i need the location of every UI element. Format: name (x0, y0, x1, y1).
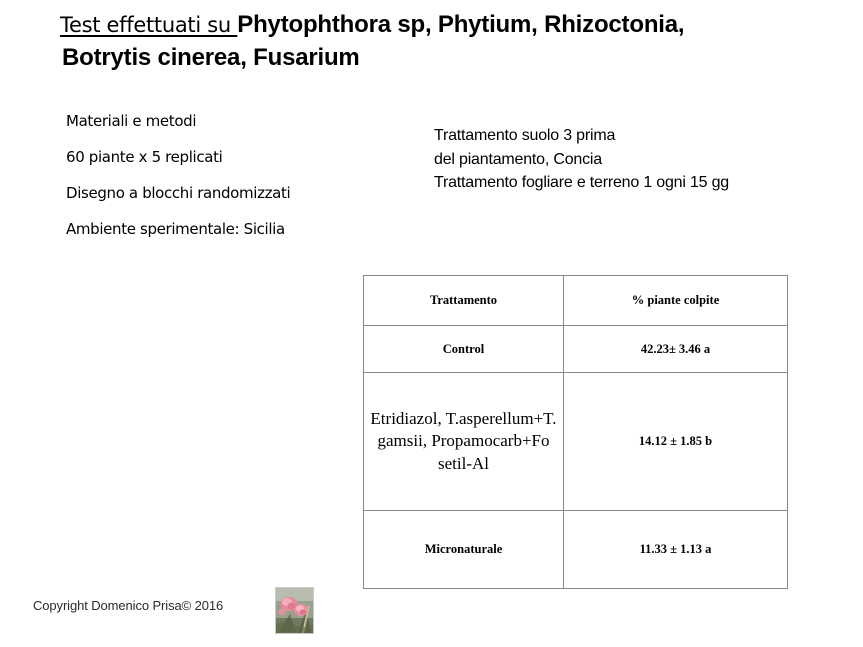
table-header-treatment: Trattamento (364, 276, 564, 326)
methods-line-environment: Ambiente sperimentale: Sicilia (66, 220, 285, 238)
title-species-line1: Phytophthora sp, Phytium, Rhizoctonia, (237, 11, 685, 38)
table-row (364, 373, 788, 511)
pink-flowers-photo-graphic (276, 588, 313, 633)
methods-line-design: Disegno a blocchi randomizzati (66, 184, 291, 202)
table-header-row (364, 276, 788, 326)
results-table (363, 275, 788, 589)
table-row (364, 511, 788, 589)
table-row (364, 326, 788, 373)
table-cell-treatment-mix: Etridiazol, T.asperellum+T. gamsii, Propamocarb+Fo setil-Al (364, 373, 564, 511)
page-title (60, 10, 860, 73)
title-species-line2: Botrytis cinerea, Fusarium (62, 43, 360, 71)
table-cell-value-micronaturale: 11.33 ± 1.13 a (564, 511, 788, 589)
table-cell-treatment-micronaturale: Micronaturale (364, 511, 564, 589)
pink-flowers-photo (275, 587, 314, 634)
treatment-note-line-2: del piantamento, Concia (434, 150, 602, 168)
table-cell-treatment-control: Control (364, 326, 564, 373)
table-cell-value-control: 42.23± 3.46 a (564, 326, 788, 373)
treatment-notes-block (434, 124, 859, 195)
title-lead-underlined: Test effettuati su (60, 13, 238, 37)
treatment-note-line-1: Trattamento suolo 3 prima (434, 127, 616, 144)
table-cell-value-mix: 14.12 ± 1.85 b (564, 373, 788, 511)
table-header-percent-affected: % piante colpite (564, 276, 788, 326)
materials-and-methods-block (66, 112, 396, 256)
treatment-note-line-3: Trattamento fogliare e terreno 1 ogni 15 gg (434, 174, 729, 192)
methods-line-plants: 60 piante x 5 replicati (66, 148, 223, 166)
methods-heading: Materiali e metodi (66, 112, 197, 130)
copyright-text: Copyright Domenico Prisa© 2016 (33, 598, 224, 613)
